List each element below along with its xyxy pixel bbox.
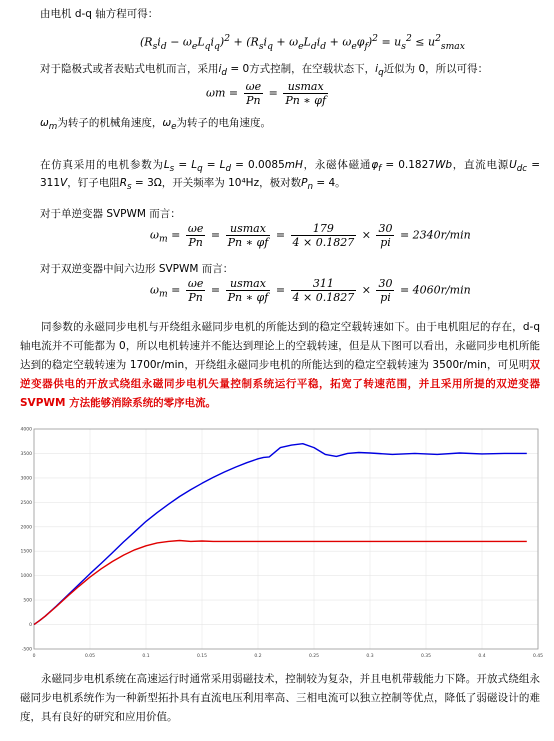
y-tick-label: 1000 — [20, 574, 32, 580]
equation-mech-speed: ωm = $\frac{\omega e}{Pn}$ = $\frac{usmax}{Pn ∗ \varphi f}$ — [206, 80, 327, 107]
highlighted-conclusion: 双逆变器供电的开放式绕组永磁同步电机矢量控制系统运行平稳，拓宽了转速范围，并且采用所提的双逆变器 SVPWM 方法能够消除系统的零序电流。 — [20, 359, 540, 409]
y-tick-label: 4000 — [20, 427, 32, 433]
x-tick-label: 0.1 — [142, 654, 150, 659]
x-tick-label: 0.35 — [420, 654, 432, 659]
y-tick-label: 500 — [23, 598, 32, 604]
y-tick-label: 3500 — [20, 451, 32, 457]
y-tick-label: 1500 — [20, 549, 32, 555]
y-tick-label: 2000 — [20, 525, 32, 531]
x-tick-label: 0.15 — [196, 654, 208, 659]
series-line-blue — [34, 444, 527, 625]
equation-single-inverter: $\omega_m$ = $\frac{\omega e}{Pn}$ = $\frac{usmax}{Pn ∗ \varphi f}$ = $\frac{179}{4 \times 0.1827}$ × $\frac{30}{pi}$ = 2340r/min — [150, 222, 471, 249]
frac-num: ωe — [245, 80, 262, 93]
chart-series — [34, 444, 527, 625]
x-tick-label: 0.3 — [366, 654, 374, 659]
speed-response-chart — [14, 422, 542, 664]
x-tick-label: 0 — [32, 654, 36, 659]
series-line-red — [34, 541, 527, 625]
x-tick-label: 0.2 — [254, 654, 262, 659]
paragraph-motor-parameters: 在仿真采用的电机参数为$L_s = L_q = L_d = 0.0085mH$，永磁体磁通$\varphi_f = 0.1827Wb$，直流电源$U_{dc} = 311V$，钉子电阻$R_s = 3\Omega$，开关频率为 10⁴Hz，极对数$P_n = 4$。 — [40, 159, 541, 193]
x-tick-label: 0.25 — [308, 654, 320, 659]
y-tick-label: 0 — [29, 623, 32, 629]
frac-den: Pn ∗ φf — [285, 94, 327, 107]
y-tick-label: -500 — [21, 647, 32, 653]
y-tick-label: 2500 — [20, 500, 32, 506]
paragraph-intro: 由电机 d-q 轴方程可得： — [40, 8, 159, 20]
paragraph-id-control: 对于隐极式或者表贴式电机而言，采用$i_d = 0$方式控制，在空载状态下，$i_q$近似为 0，所以可得： — [40, 63, 489, 79]
x-tick-label: 0.45 — [532, 654, 544, 659]
equation-voltage-limit: $(R_si_d - \omega_eL_qi_q)^2 + (R_si_q + \omega_eL_di_d + \omega_e\varphi_f)^2 = u_s^2 \le u^2_{smax}$ — [140, 33, 465, 52]
paragraph-results: 同参数的永磁同步电机与开绕组永磁同步电机的所能达到的稳定空载转速如下。由于电机阻尼的存在，d-q 轴电流并不可能都为 0，所以电机转速并不能达到理论上的空载转速，但是从下图可以看出，永磁同步电机所能达到的稳定空载转速为 1700r/min，开绕组永磁同步电机的所能达到的稳定空载转速为 3500r/min，可见明双逆变器供电的开放式绕组永磁同步电机矢量控制系统运行平稳，拓宽了转速范围，并且采用所提的双逆变器 SVPWM 方法能够消除系统的零序电流。 — [20, 321, 540, 409]
equation-dual-inverter: $\omega_m$ = $\frac{\omega e}{Pn}$ = $\frac{usmax}{Pn ∗ \varphi f}$ = $\frac{311}{4 \times 0.1827}$ × $\frac{30}{pi}$ = 4060r/min — [150, 277, 471, 304]
frac-num: usmax — [283, 80, 328, 94]
frac-den: Pn — [246, 94, 261, 107]
y-tick-label: 3000 — [20, 476, 32, 482]
paragraph-field-weakening: 永磁同步电机系统在高速运行时通常采用弱磁技术，控制较为复杂，并且电机带载能力下降。开放式绕组永磁同步电机系统作为一种新型拓扑具有直流电压利用率高、三相电流可以独立控制等优点，降低了弱磁设计的难度，具有良好的研究和应用价值。 — [20, 673, 540, 723]
x-tick-label: 0.4 — [478, 654, 486, 659]
chart-tick-labels — [21, 427, 544, 660]
paragraph-single-inverter: 对于单逆变器 SVPWM 而言： — [40, 208, 181, 220]
chart-plot-frame — [34, 429, 538, 649]
chart-grid — [34, 429, 538, 649]
paragraph-speed-definitions: $\omega_m$为转子的机械角速度，$\omega_e$为转子的电角速度。 — [40, 117, 272, 133]
paragraph-dual-inverter: 对于双逆变器中间六边形 SVPWM 而言： — [40, 263, 234, 275]
x-tick-label: 0.05 — [84, 654, 96, 659]
